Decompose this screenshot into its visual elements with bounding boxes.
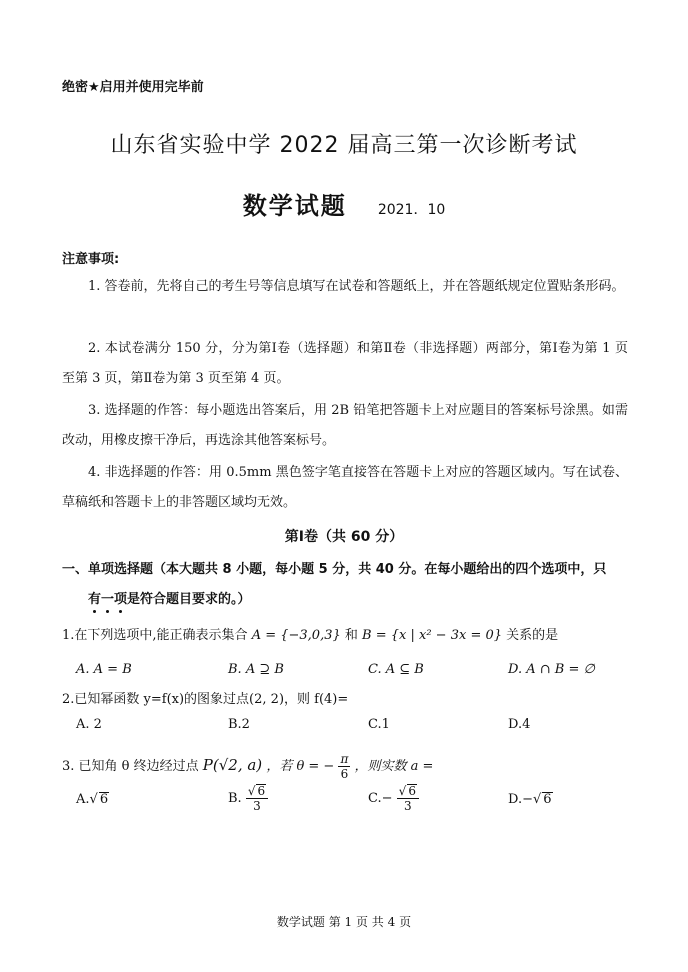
sqrt-icon: √	[89, 792, 98, 807]
sqrt-icon: √	[398, 784, 407, 798]
q1-and: 和	[344, 628, 358, 643]
q3-option-c-denominator: 3	[403, 799, 412, 813]
q3-option-b-fraction	[246, 784, 268, 813]
emphasis-dotted-text	[88, 592, 127, 607]
page-footer: 数学试题 第 1 页 共 4 页	[276, 915, 412, 929]
emphasis-char: 一	[101, 592, 115, 607]
notice-item-4: 4. 非选择题的作答：用 0.5mm 黑色签字笔直接答在答题卡上对应的答题区域内。写在试卷、草稿纸和答题卡上的非答题区域均无效。	[62, 465, 628, 510]
q1-option-d: D. A ∩ B = ∅	[508, 662, 595, 677]
exam-subtitle	[0, 186, 688, 221]
q1-prefix: 1.在下列选项中,能正确表示集合	[62, 628, 248, 643]
q3-point: P(√2, a)	[202, 756, 263, 774]
q3-option-d	[508, 792, 553, 807]
q2-option-a: A. 2	[76, 717, 102, 732]
q3-fraction-numerator: π	[340, 752, 349, 766]
part-heading-rest: 是符合题目要求的。）	[127, 592, 251, 607]
q3-option-c-fraction	[397, 784, 419, 813]
q1-suffix: 关系的是	[506, 628, 559, 643]
question-3-stem	[62, 752, 433, 781]
emphasis-char: 项	[114, 592, 128, 607]
q2-option-c: C.1	[368, 717, 390, 732]
section-title: 第Ⅰ卷（共 60 分）	[284, 529, 404, 545]
q3-option-c-radicand: 6	[408, 784, 416, 798]
sqrt-icon: √	[532, 792, 542, 807]
q1-set-a: A = {−3,0,3}	[251, 628, 341, 643]
q3-option-a-label: A.	[76, 792, 90, 807]
exam-title: 山东省实验中学 2022 届高三第一次诊断考试	[110, 133, 578, 158]
q3-option-c-label: C.−	[368, 791, 393, 806]
q3-prefix: 3. 已知角 θ 终边经过点	[62, 759, 199, 774]
q3-option-c	[368, 784, 419, 813]
confidential-label: 绝密★启用并使用完毕前	[62, 80, 204, 95]
part-heading	[62, 555, 632, 615]
exam-date: 2021．10	[377, 202, 446, 218]
q3-option-b	[228, 784, 268, 813]
q1-option-c: C. A ⊆ B	[368, 662, 424, 677]
notice-heading: 注意事项:	[62, 252, 120, 267]
q3-option-a	[76, 792, 109, 807]
q3-option-d-radicand: 6	[543, 792, 552, 807]
q3-option-b-radicand: 6	[257, 784, 266, 798]
q3-angle-fraction	[338, 752, 350, 781]
q3-suffix: ，则实数 a =	[354, 759, 434, 774]
q3-option-a-radicand: 6	[99, 792, 109, 807]
part-heading-line2	[62, 585, 632, 615]
question-2-stem: 2.已知幂函数 y=f(x)的图象过点(2, 2)，则 f(4)=	[62, 692, 349, 707]
q3-mid: ，若 θ = −	[266, 759, 335, 774]
notice-item-3: 3. 选择题的作答：每小题选出答案后，用 2B 铅笔把答题卡上对应题目的答案标号涂黑。如需改动，用橡皮擦干净后，再选涂其他答案标号。	[62, 403, 628, 448]
q1-set-b: B = {x | x² − 3x = 0}	[362, 628, 503, 643]
q3-option-b-denominator: 3	[253, 799, 261, 813]
sqrt-icon: √	[247, 784, 256, 798]
q3-option-b-numerator	[246, 784, 268, 799]
q3-option-d-label: D.−	[508, 792, 533, 807]
subject-name: 数学试题	[242, 192, 347, 220]
q1-option-b: B. A ⊇ B	[228, 662, 284, 677]
emphasis-char: 有	[88, 592, 102, 607]
question-1-stem	[62, 624, 558, 643]
part-heading-line1: 一、单项选择题（本大题共 8 小题，每小题 5 分，共 40 分。在每小题给出的四个选项中，只	[62, 562, 607, 577]
q3-fraction-denominator: 6	[340, 767, 349, 781]
q1-option-a: A. A = B	[76, 662, 132, 677]
q3-option-c-numerator	[397, 784, 419, 799]
q3-option-b-label: B.	[228, 791, 242, 806]
notice-item-1: 1. 答卷前，先将自己的考生号等信息填写在试卷和答题纸上，并在答题纸规定位置贴条形码。	[88, 279, 625, 294]
q2-option-b: B.2	[228, 717, 250, 732]
q2-option-d: D.4	[508, 717, 531, 732]
notice-item-2: 2. 本试卷满分 150 分，分为第Ⅰ卷（选择题）和第Ⅱ卷（非选择题）两部分，第Ⅰ卷为第 1 页至第 3 页，第Ⅱ卷为第 3 页至第 4 页。	[62, 341, 628, 386]
